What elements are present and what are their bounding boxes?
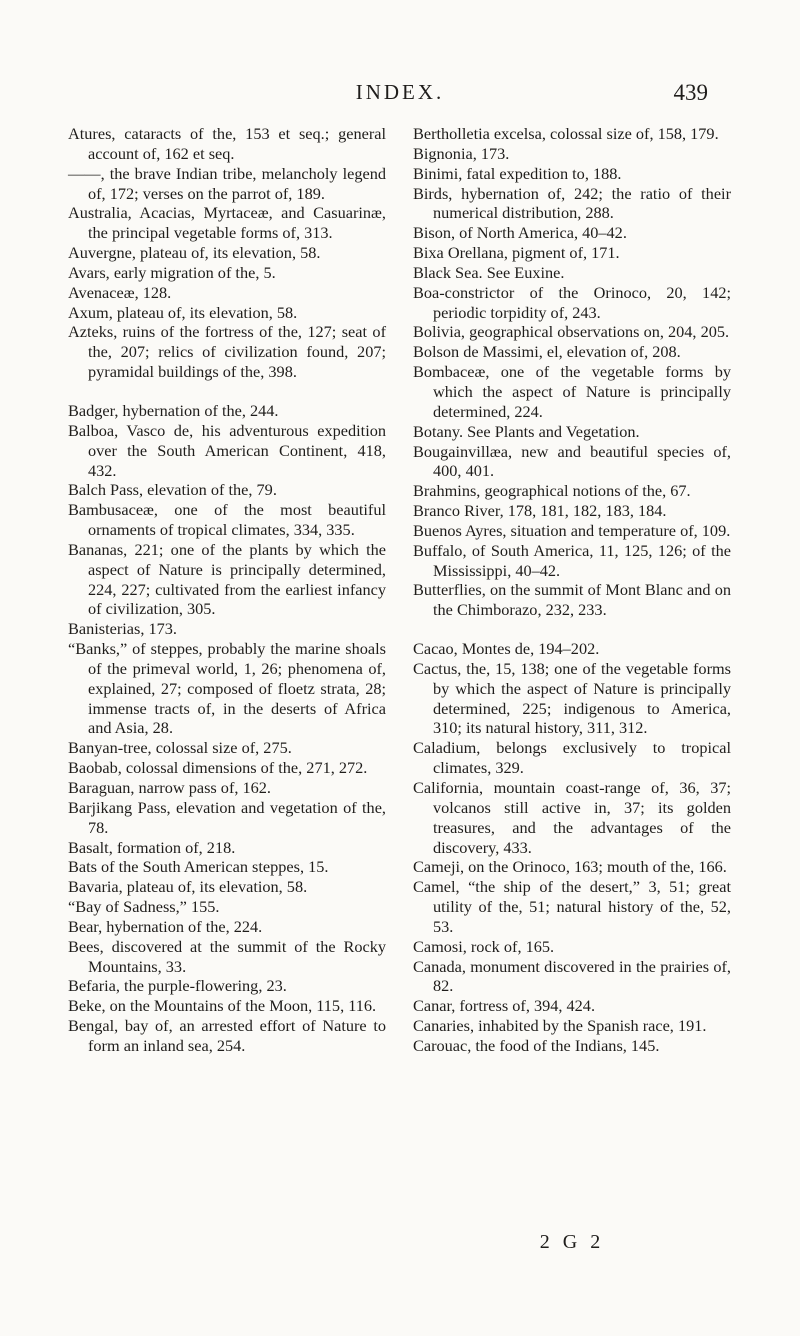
index-entry: Barjikang Pass, elevation and vegetation of the, 78. (68, 797, 386, 837)
index-entry: Caladium, belongs exclusively to tropical climates, 329. (413, 738, 731, 778)
index-entry: Binimi, fatal expedition to, 188. (413, 163, 622, 183)
index-entry: “Banks,” of steppes, probably the marine shoals of the primeval world, 1, 26; phenomena of, explained, 27; composed of floetz strata, 28; immense tracts of, in the deserts of Africa and Asia, 28. (68, 639, 386, 738)
index-entry: Auvergne, plateau of, its elevation, 58. (68, 243, 321, 263)
index-entry: Bavaria, plateau of, its elevation, 58. (68, 877, 308, 897)
index-entry: Bolson de Massimi, el, elevation of, 208. (413, 342, 681, 362)
index-entry: Balboa, Vasco de, his adventurous expedition over the South American Continent, 418, 432. (68, 420, 386, 480)
index-entry: Buenos Ayres, situation and temperature of, 109. (413, 520, 731, 540)
index-entry: Beke, on the Mountains of the Moon, 115, 116. (68, 996, 377, 1016)
index-entry: “Bay of Sadness,” 155. (68, 897, 220, 917)
index-entry: Carouac, the food of the Indians, 145. (413, 1035, 660, 1055)
page-title: INDEX. (355, 80, 445, 104)
index-entry: Banisterias, 173. (68, 619, 177, 639)
index-entry: Canada, monument discovered in the prairies of, 82. (413, 956, 731, 996)
index-entry: Axum, plateau of, its elevation, 58. (68, 302, 298, 322)
index-entry: Bison, of North America, 40–42. (413, 223, 627, 243)
index-entry: Canar, fortress of, 394, 424. (413, 996, 596, 1016)
index-entry: Bombaceæ, one of the vegetable forms by which the aspect of Nature is principally determined, 224. (413, 362, 731, 421)
index-entry: Camel, “the ship of the desert,” 3, 51; great utility of the, 51; natural history of the, 52, 53. (413, 877, 731, 936)
index-entry: Black Sea. See Euxine. (413, 262, 565, 282)
index-entry: Birds, hybernation of, 242; the ratio of their numerical distribution, 288. (413, 183, 731, 223)
index-column-right (413, 124, 731, 1056)
index-entry: Avars, early migration of the, 5. (68, 262, 276, 282)
index-entry: Branco River, 178, 181, 182, 183, 184. (413, 501, 667, 521)
signature-mark: 2 G 2 (539, 1231, 605, 1253)
index-entry: Atures, cataracts of the, 153 et seq.; general account of, 162 et seq. (68, 124, 386, 163)
index-entry: Bixa Orellana, pigment of, 171. (413, 243, 620, 263)
index-entry: Baobab, colossal dimensions of the, 271, 272. (68, 758, 368, 778)
index-entry: Camosi, rock of, 165. (413, 936, 555, 956)
index-entry: Bougainvillæa, new and beautiful species of, 400, 401. (413, 441, 731, 481)
index-entry: Bengal, bay of, an arrested effort of Nature to form an inland sea, 254. (68, 1016, 386, 1055)
index-entry: Azteks, ruins of the fortress of the, 127; seat of the, 207; relics of civilization found, 207; pyramidal buildings of the, 398. (68, 322, 386, 382)
index-entry: Befaria, the purple-flowering, 23. (68, 976, 287, 996)
index-entry: Basalt, formation of, 218. (68, 837, 236, 857)
index-entry: Butterflies, on the summit of Mont Blanc and on the Chimborazo, 232, 233. (413, 580, 731, 620)
index-entry: Buffalo, of South America, 11, 125, 126; of the Mississippi, 40–42. (413, 540, 731, 580)
index-entry: Banyan-tree, colossal size of, 275. (68, 738, 292, 758)
index-entry: California, mountain coast-range of, 36, 37; volcanos still active in, 37; its golden treasures, and the advantages of the discovery, 433. (413, 778, 731, 857)
index-entry: Baraguan, narrow pass of, 162. (68, 778, 272, 797)
index-entry: Bambusaceæ, one of the most beautiful ornaments of tropical climates, 334, 335. (68, 500, 386, 540)
index-entry: Cacao, Montes de, 194–202. (413, 639, 600, 659)
index-entry: Bolivia, geographical observations on, 204, 205. (413, 322, 730, 342)
index-entry: Bertholletia excelsa, colossal size of, 158, 179. (413, 124, 719, 143)
index-entry: Balch Pass, elevation of the, 79. (68, 480, 277, 500)
index-entry: Cactus, the, 15, 138; one of the vegetable forms by which the aspect of Nature is principally determined, 225; indigenous to America, 310; its natural history, 311, 312. (413, 658, 731, 738)
index-entry: Botany. See Plants and Vegetation. (413, 421, 640, 441)
index-entry: Boa-constrictor of the Orinoco, 20, 142; periodic torpidity of, 243. (413, 282, 731, 322)
index-entry: Bear, hybernation of the, 224. (68, 916, 263, 936)
index-entry: Cameji, on the Orinoco, 163; mouth of the, 166. (413, 857, 727, 877)
index-entry: Brahmins, geographical notions of the, 67. (413, 481, 691, 501)
index-entry: ——, the brave Indian tribe, melancholy legend of, 172; verses on the parrot of, 189. (68, 163, 386, 203)
index-entry: Avenaceæ, 128. (68, 282, 172, 302)
index-column-left (68, 124, 386, 1056)
index-entry: Canaries, inhabited by the Spanish race, 191. (413, 1016, 707, 1036)
index-entry: Badger, hybernation of the, 244. (68, 400, 279, 420)
page-header (0, 80, 800, 110)
index-entry: Bignonia, 173. (413, 143, 510, 163)
index-entry: Bees, discovered at the summit of the Rocky Mountains, 33. (68, 936, 386, 976)
page-number: 439 (673, 80, 708, 105)
index-entry: Australia, Acacias, Myrtaceæ, and Casuarinæ, the principal vegetable forms of, 313. (68, 203, 386, 243)
index-entry: Bats of the South American steppes, 15. (68, 857, 329, 877)
index-entry: Bananas, 221; one of the plants by which the aspect of Nature is principally determined, 224, 227; cultivated from the earliest infancy of civilization, 305. (68, 539, 386, 619)
